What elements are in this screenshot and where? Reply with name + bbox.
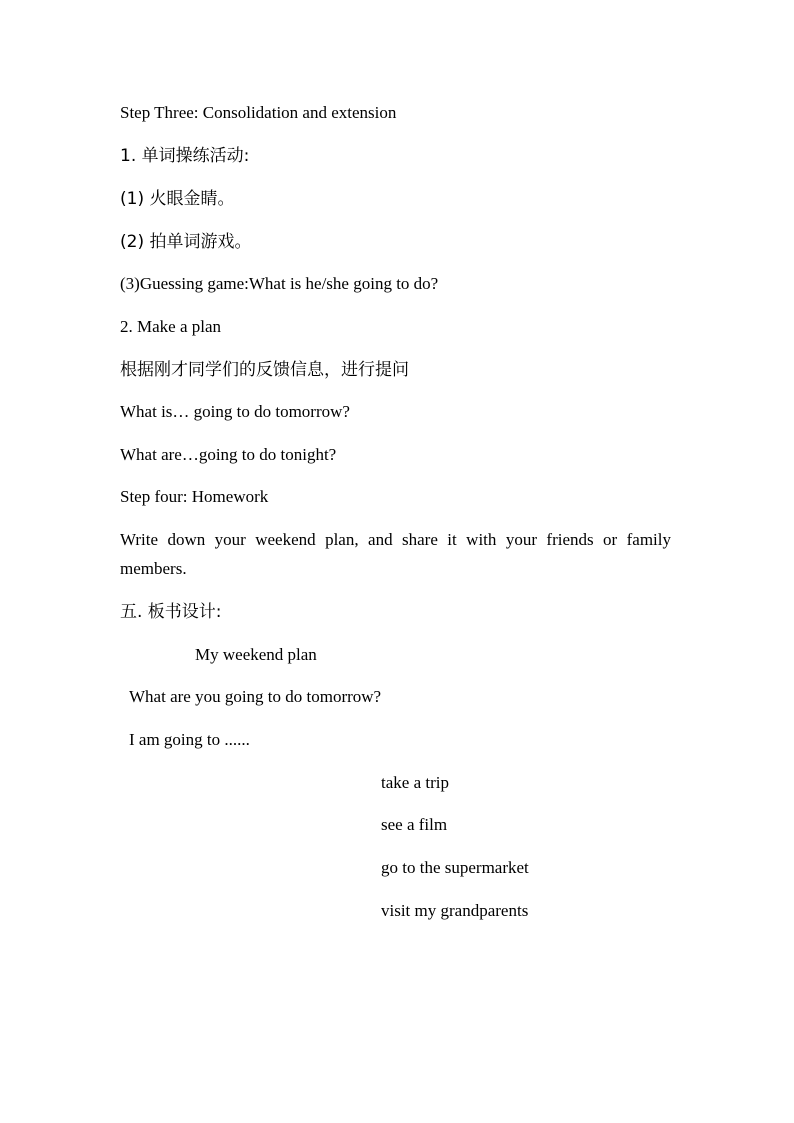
activity-1-item-3: (3)Guessing game:What is he/she going to do? xyxy=(120,274,439,293)
step-four-heading: Step four: Homework xyxy=(120,487,269,506)
activity-2-description: 根据刚才同学们的反馈信息，进行提问 xyxy=(120,360,409,380)
activity-1-item-1: (1) 火眼金睛。 xyxy=(120,189,235,209)
board-question: What are you going to do tomorrow? xyxy=(129,687,382,706)
activity-1-heading: 1. 单词操练活动: xyxy=(120,146,250,166)
board-answer-start: I am going to ...... xyxy=(129,730,250,749)
step-three-heading: Step Three: Consolidation and extension xyxy=(120,103,397,122)
homework-paragraph: Write down your weekend plan, and share it with your friends or family members. xyxy=(120,530,671,578)
question-1: What is… going to do tomorrow? xyxy=(120,402,350,421)
activity-1-item-2: (2) 拍单词游戏。 xyxy=(120,232,252,252)
question-2: What are…going to do tonight? xyxy=(120,445,337,464)
board-option: see a film xyxy=(381,815,448,834)
section-5-heading: 五. 板书设计: xyxy=(120,602,222,622)
activity-2-heading: 2. Make a plan xyxy=(120,317,222,336)
board-option: take a trip xyxy=(381,773,449,792)
board-title: My weekend plan xyxy=(195,645,317,664)
board-option: visit my grandparents xyxy=(381,901,529,920)
board-option: go to the supermarket xyxy=(381,858,529,877)
